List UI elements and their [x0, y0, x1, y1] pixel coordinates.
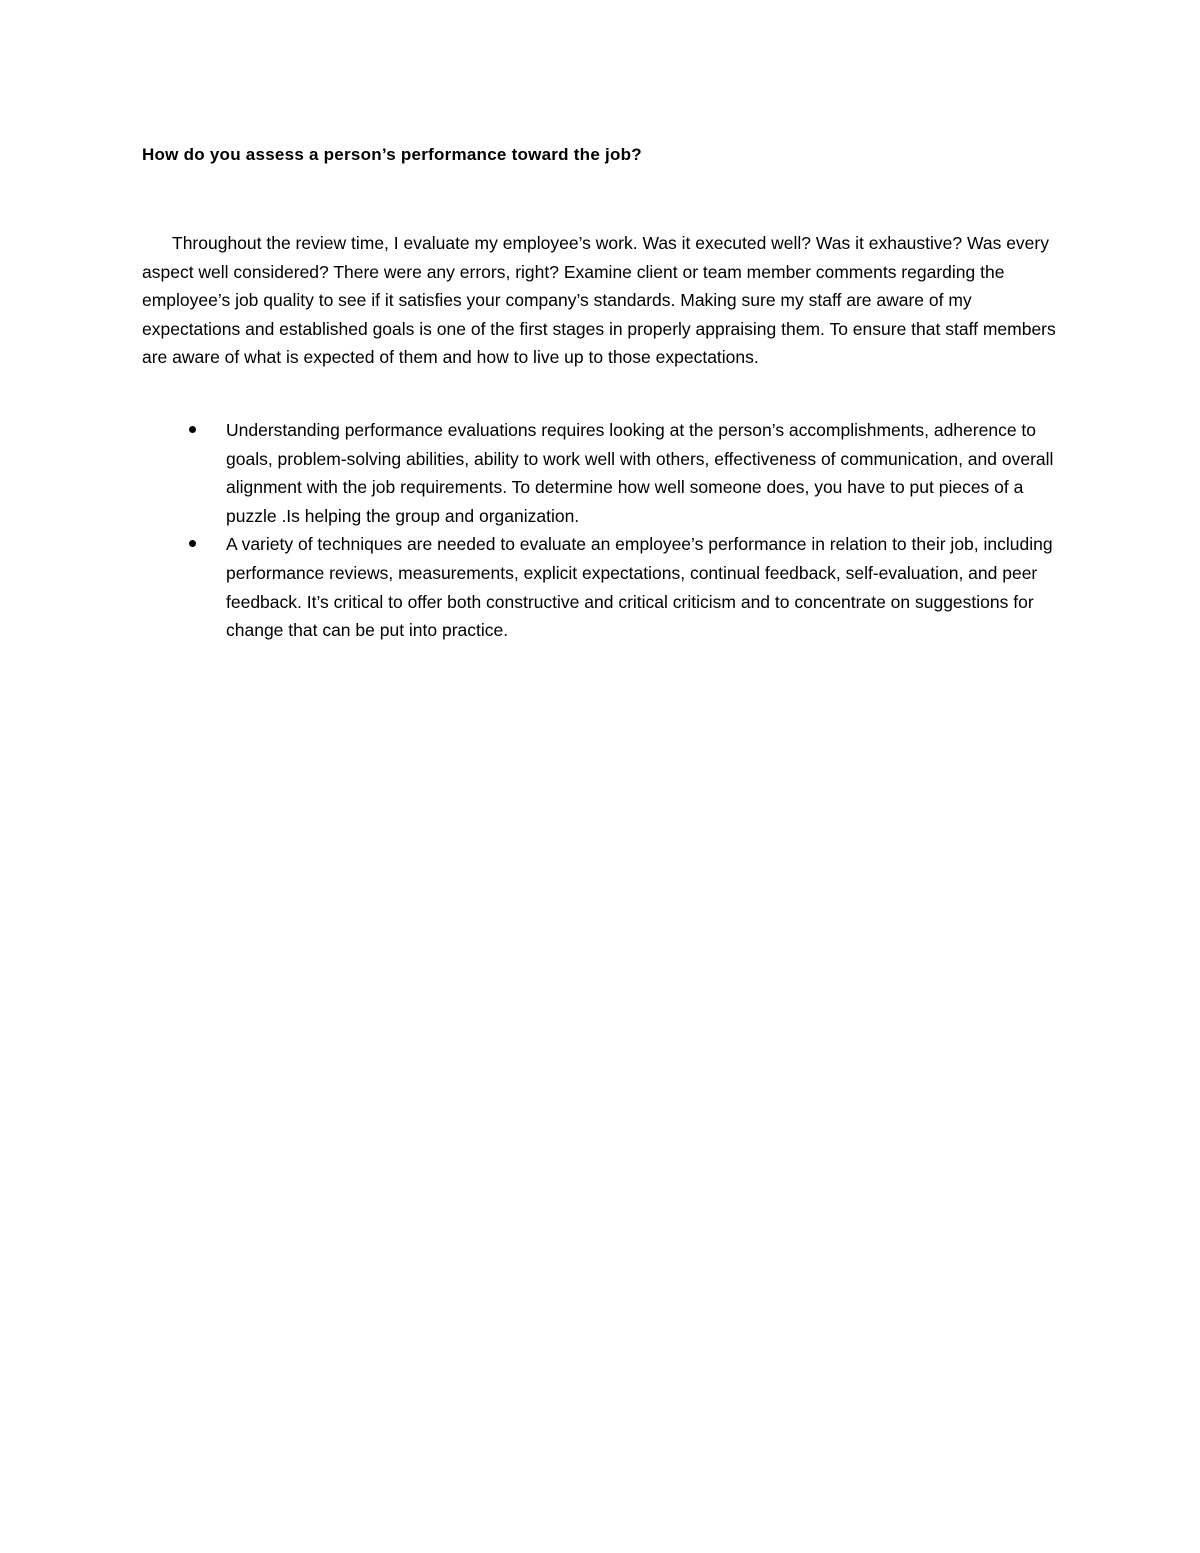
bullet-item-text: A variety of techniques are needed to evaluate an employee’s performance in relation to their job, including performance reviews, measurements, explicit expectations, continual feedback, self-evaluation, and peer feedback. It’s critical to offer both constructive and critical criticism and to concentrate on suggestions for change that can be put into practice.: [226, 534, 1053, 641]
bullet-list: [142, 416, 1062, 645]
body-paragraph: Throughout the review time, I evaluate my employee’s work. Was it executed well? Was it exhaustive? Was every aspect well considered? There were any errors, right? Examine client or team member comments regarding the employee’s job quality to see if it satisfies your company’s standards. Making sure my staff are aware of my expectations and established goals is one of the first stages in properly appraising them. To ensure that staff members are aware of what is expected of them and how to live up to those expectations.: [142, 233, 1056, 368]
bullet-item: [142, 530, 1062, 644]
bullet-item-text: Understanding performance evaluations requires looking at the person’s accomplishments, adherence to goals, problem-solving abilities, ability to work well with others, effectiveness of communication, and overall alignment with the job requirements. To determine how well someone does, you have to put pieces of a puzzle .Is helping the group and organization.: [226, 420, 1054, 526]
bullet-icon: [189, 540, 196, 547]
bullet-item: [142, 416, 1062, 530]
document-title: How do you assess a person’s performance toward the job?: [142, 145, 642, 164]
bullet-icon: [189, 426, 196, 433]
